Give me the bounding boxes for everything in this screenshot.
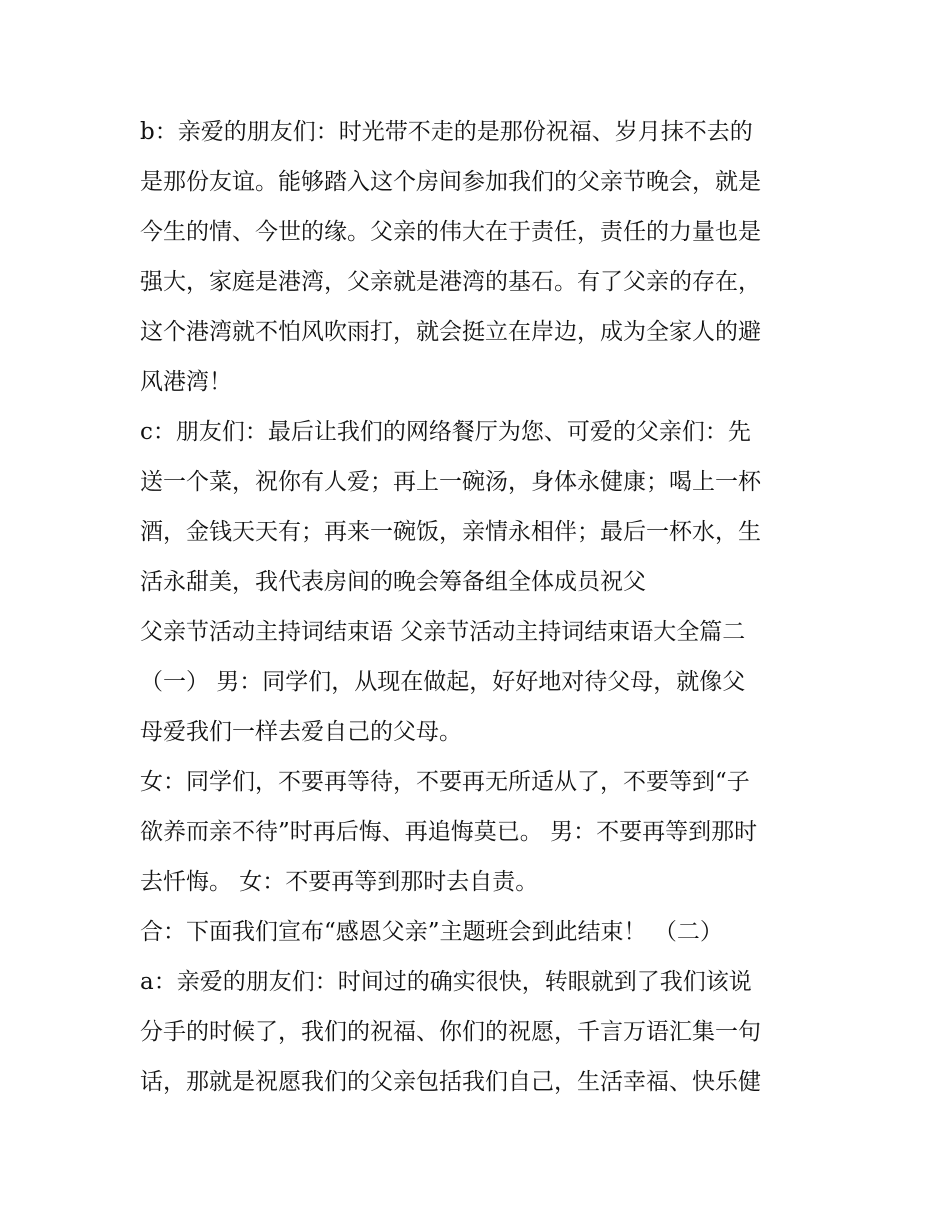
text-line: b：亲爱的朋友们：时光带不走的是那份祝福、岁月抹不去的 (140, 119, 753, 145)
text-line: 合：下面我们宣布“感恩父亲”主题班会到此结束！ （二） (140, 919, 723, 945)
text-line: 今生的情、今世的缘。父亲的伟大在于责任，责任的力量也是 (140, 219, 761, 245)
text-line: 去忏悔。 女：不要再等到那时去自责。 (140, 869, 539, 895)
text-line: 分手的时候了，我们的祝福、你们的祝愿，千言万语汇集一句 (140, 1019, 761, 1045)
text-line: （一） 男：同学们，从现在做起，好好地对待父母，就像父 (140, 669, 746, 695)
text-line: 欲养而亲不待”时再后悔、再追悔莫已。 男：不要再等到那时 (140, 819, 758, 845)
text-line: 风港湾！ (140, 369, 232, 395)
text-line: 女：同学们，不要再等待，不要再无所适从了，不要等到“子 (140, 769, 750, 795)
text-line: 酒，金钱天天有；再来一碗饭，亲情永相伴；最后一杯水，生 (140, 519, 761, 545)
text-line: 强大，家庭是港湾，父亲就是港湾的基石。有了父亲的存在， (140, 269, 761, 295)
text-line: 送一个菜，祝你有人爱；再上一碗汤，身体永健康；喝上一杯 (140, 469, 761, 495)
text-line: 是那份友谊。能够踏入这个房间参加我们的父亲节晚会，就是 (140, 169, 761, 195)
text-line: c：朋友们：最后让我们的网络餐厅为您、可爱的父亲们：先 (140, 419, 751, 445)
text-line: 话，那就是祝愿我们的父亲包括我们自己，生活幸福、快乐健 (140, 1069, 761, 1095)
text-line: 母爱我们一样去爱自己的父母。 (140, 719, 462, 745)
document-body (140, 107, 820, 1107)
text-line: 活永甜美，我代表房间的晚会筹备组全体成员祝父 (140, 569, 646, 595)
text-line: a：亲爱的朋友们：时间过的确实很快，转眼就到了我们该说 (140, 969, 752, 995)
text-line: 这个港湾就不怕风吹雨打，就会挺立在岸边，成为全家人的避 (140, 319, 761, 345)
section-heading: 父亲节活动主持词结束语 父亲节活动主持词结束语大全篇二 (140, 619, 746, 645)
